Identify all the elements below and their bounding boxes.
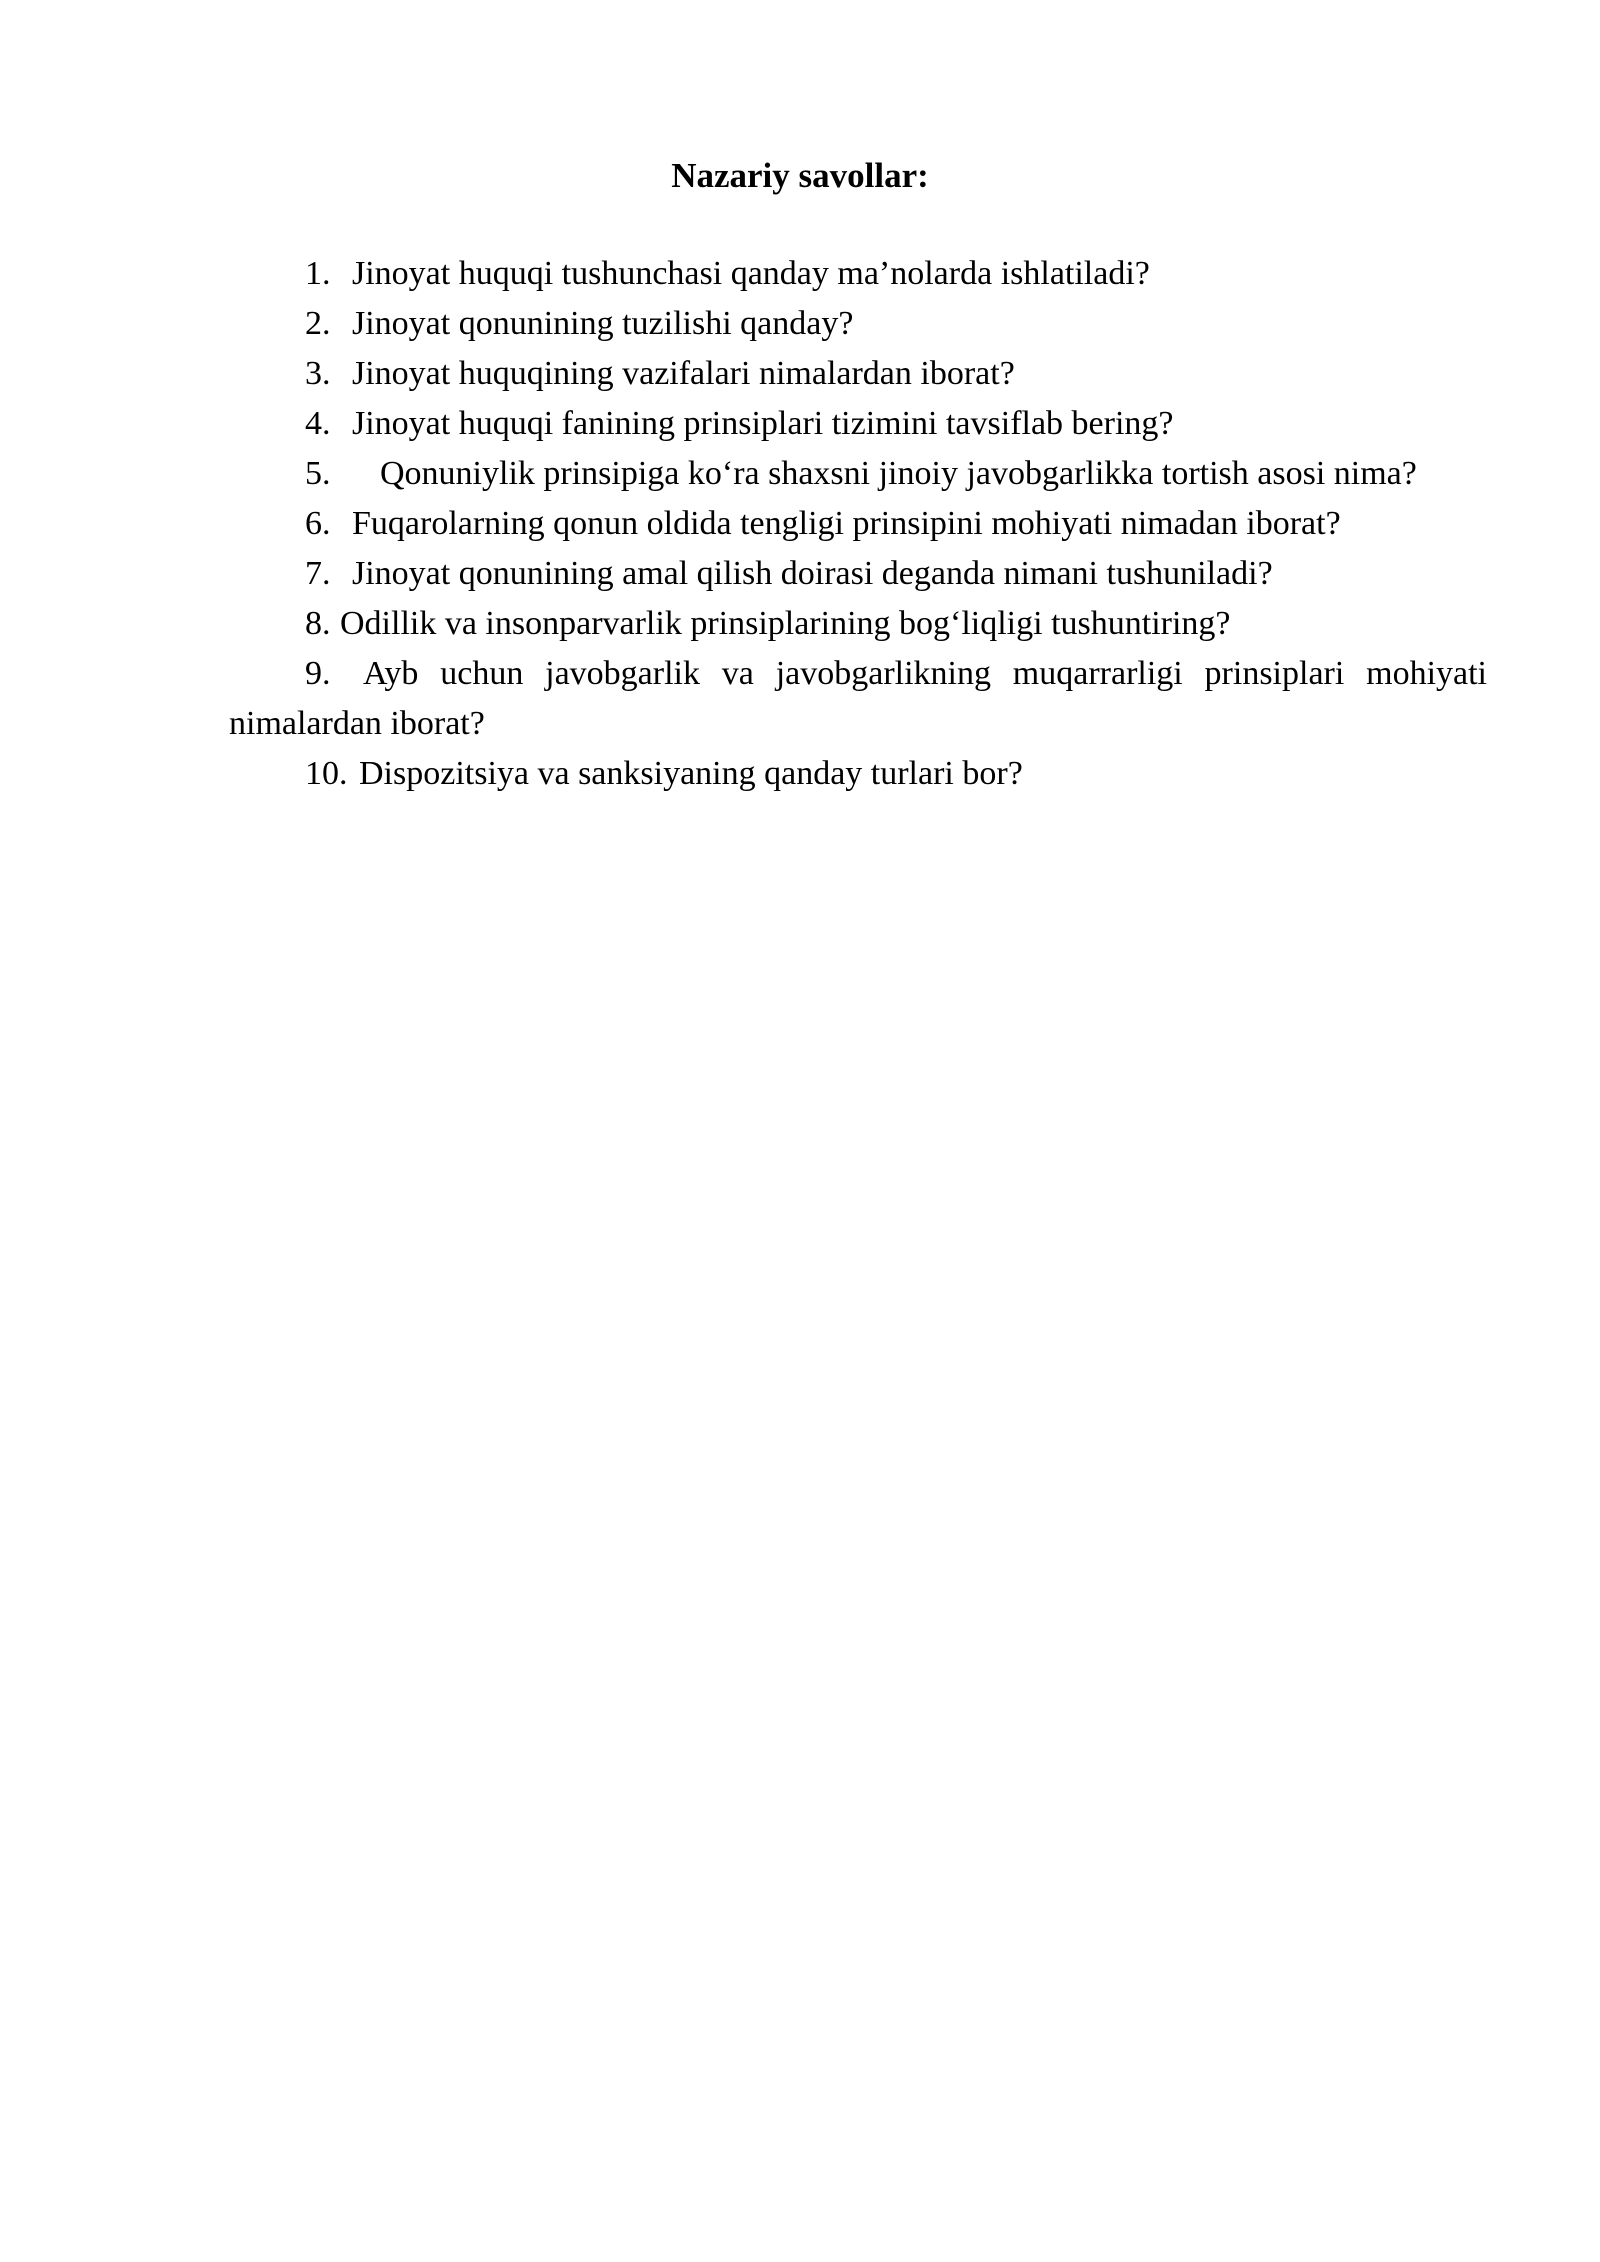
item-text: Qonuniylik prinsipiga ko‘ra shaxsni jinoiy javobgarlikka tortish asosi nima? (380, 455, 1417, 492)
item-number: 7. (305, 555, 331, 592)
item-text: Jinoyat qonunining tuzilishi qanday? (352, 305, 854, 342)
list-item (229, 249, 1487, 299)
list-item (229, 349, 1487, 399)
question-list (229, 249, 1487, 799)
item-text: Odillik va insonparvarlik prinsiplarining bog‘liqligi tushuntiring? (340, 605, 1231, 642)
item-number: 3. (305, 355, 331, 392)
list-item (229, 499, 1487, 549)
list-item (229, 649, 1487, 749)
item-number: 2. (305, 305, 331, 342)
list-item (229, 599, 1487, 649)
item-text: Jinoyat huquqi tushunchasi qanday ma’nolarda ishlatiladi? (352, 255, 1150, 292)
list-item (229, 549, 1487, 599)
item-text: Dispozitsiya va sanksiyaning qanday turlari bor? (359, 755, 1023, 792)
item-number: 4. (305, 405, 331, 442)
item-text: Ayb uchun javobgarlik va javobgarlikning muqarrarligi prinsiplari mohiyati nimalardan iborat? (229, 655, 1487, 742)
item-text: Jinoyat qonunining amal qilish doirasi deganda nimani tushuniladi? (352, 555, 1273, 592)
item-text: Fuqarolarning qonun oldida tengligi prinsipini mohiyati nimadan iborat? (352, 505, 1341, 542)
item-number: 9. (305, 655, 331, 692)
item-text: Jinoyat huquqining vazifalari nimalardan iborat? (352, 355, 1015, 392)
item-number: 5. (305, 455, 331, 492)
item-number: 6. (305, 505, 331, 542)
item-number: 1. (305, 255, 331, 292)
list-item (229, 399, 1487, 449)
item-text: Jinoyat huquqi fanining prinsiplari tizimini tavsiflab bering? (352, 405, 1174, 442)
item-number: 10. (305, 755, 348, 792)
list-item (229, 299, 1487, 349)
list-item (229, 449, 1487, 499)
item-number: 8. (305, 605, 331, 642)
page-title: Nazariy savollar: (671, 156, 929, 195)
list-item (229, 749, 1487, 799)
